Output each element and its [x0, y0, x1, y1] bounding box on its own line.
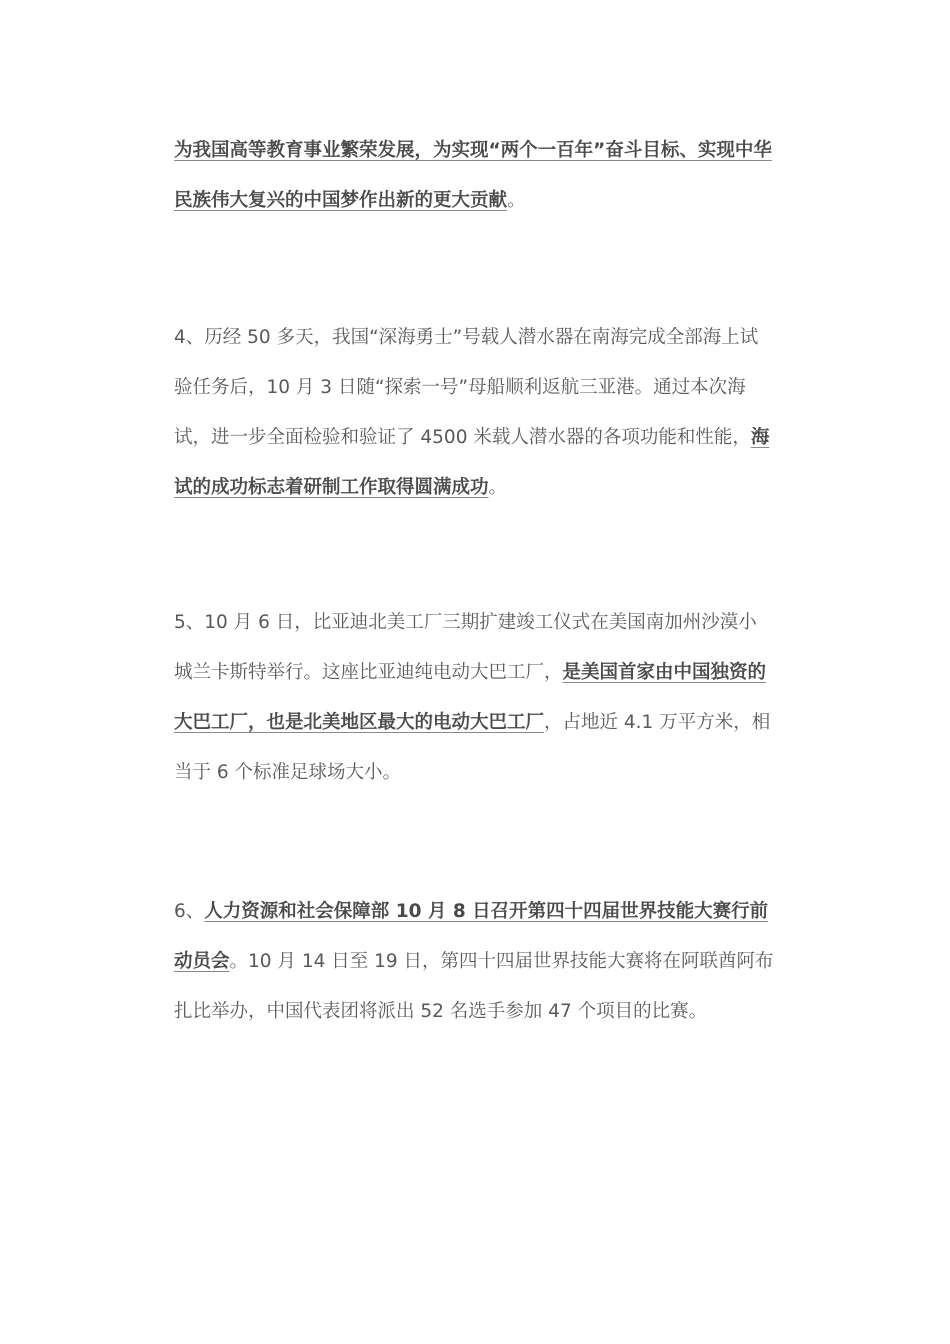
emphasized-text: 为我国高等教育事业繁荣发展，为实现“两个一百年”奋斗目标、实现中华民族伟大复兴的中国梦作出新的更大贡献: [174, 140, 772, 211]
emphasized-text: 海试的成功标志着研制工作取得圆满成功: [174, 427, 770, 498]
plain-text: ，占地近 4.1 万平方米，相当于 6 个标准足球场大小。: [174, 712, 771, 783]
plain-text: 。: [488, 477, 508, 498]
plain-text: 6、: [174, 901, 205, 922]
emphasized-text: 是美国首家由中国独资的大巴工厂，也是北美地区最大的电动大巴工厂: [174, 662, 767, 733]
plain-text: 4、历经 50 多天，我国“深海勇士”号载人潜水器在南海完成全部海上试验任务后，10 月 3 日随“探索一号”母船顺利返航三亚港。通过本次海试，进一步全面检验和验证了 4500 米载人潜水器的各项功能和性能，: [174, 327, 759, 448]
plain-text: 5、10 月 6 日，比亚迪北美工厂三期扩建竣工仪式在美国南加州沙漠小城兰卡斯特举行。这座比亚迪纯电动大巴工厂，: [174, 612, 757, 683]
plain-text: 。: [507, 190, 526, 211]
paragraph-conclusion: [174, 126, 774, 226]
paragraph-item-6: [174, 887, 774, 1037]
paragraph-item-5: [174, 598, 774, 798]
plain-text: 。10 月 14 日至 19 日，第四十四届世界技能大赛将在阿联酋阿布扎比举办，中国代表团将派出 52 名选手参加 47 个项目的比赛。: [174, 951, 774, 1022]
emphasized-text: 人力资源和社会保障部 10 月 8 日召开第四十四届世界技能大赛行前动员会: [174, 901, 769, 972]
paragraph-item-4: [174, 313, 774, 513]
